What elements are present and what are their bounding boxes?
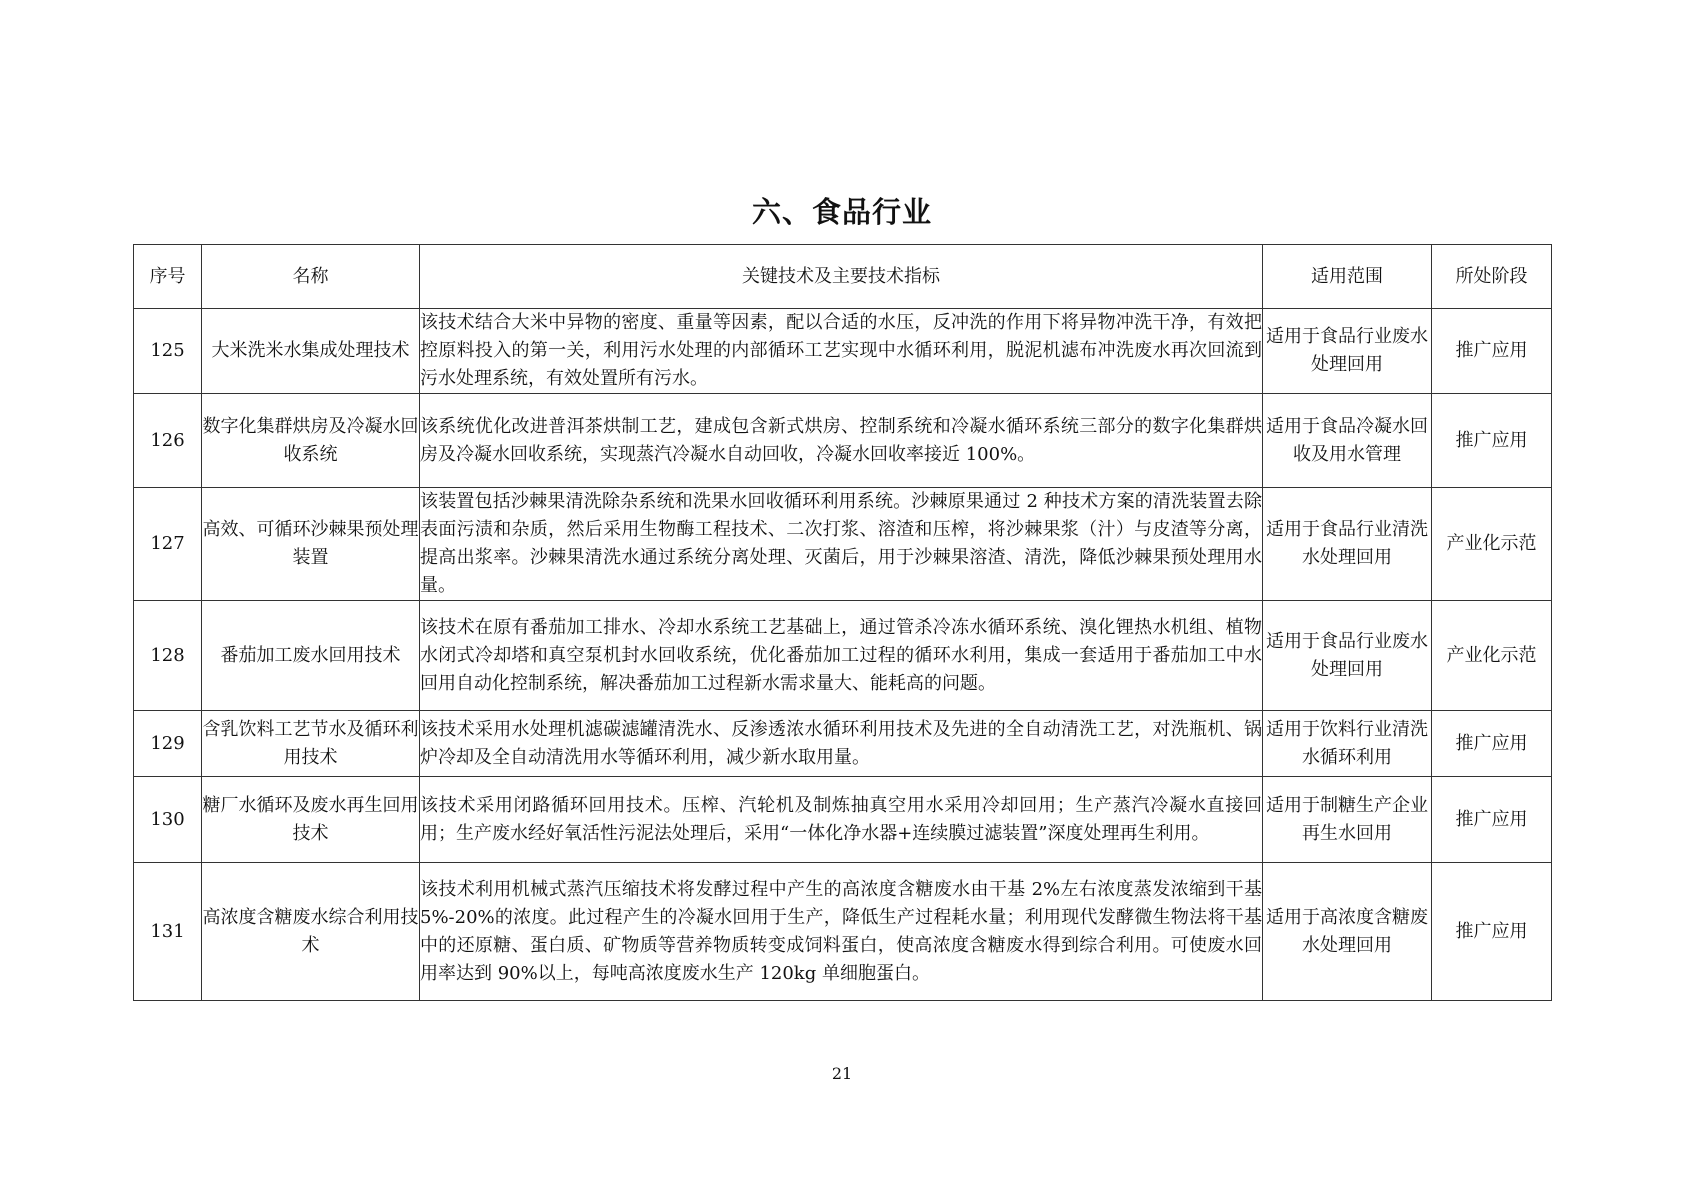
row-scope: 适用于制糖生产企业再生水回用 — [1263, 777, 1432, 863]
row-technology: 该技术采用水处理机滤碳滤罐清洗水、反渗透浓水循环利用技术及先进的全自动清洗工艺，对洗瓶机、锅炉冷却及全自动清洗用水等循环利用，减少新水取用量。 — [420, 711, 1263, 777]
row-stage: 推广应用 — [1432, 863, 1552, 1001]
row-technology: 该技术结合大米中异物的密度、重量等因素，配以合适的水压，反冲洗的作用下将异物冲洗干净，有效把控原料投入的第一关，利用污水处理的内部循环工艺实现中水循环利用，脱泥机滤布冲洗废水再次回流到污水处理系统，有效处置所有污水。 — [420, 309, 1263, 394]
column-header-scope: 适用范围 — [1263, 245, 1432, 309]
row-index: 126 — [134, 394, 202, 488]
row-scope: 适用于食品冷凝水回收及用水管理 — [1263, 394, 1432, 488]
row-stage: 推广应用 — [1432, 711, 1552, 777]
row-name: 番茄加工废水回用技术 — [202, 601, 420, 711]
page-number: 21 — [831, 1064, 853, 1083]
row-index: 129 — [134, 711, 202, 777]
row-stage: 产业化示范 — [1432, 488, 1552, 601]
table-header-row — [134, 245, 1552, 309]
row-scope: 适用于高浓度含糖废水处理回用 — [1263, 863, 1432, 1001]
row-stage: 产业化示范 — [1432, 601, 1552, 711]
row-name: 高效、可循环沙棘果预处理装置 — [202, 488, 420, 601]
row-technology: 该技术利用机械式蒸汽压缩技术将发酵过程中产生的高浓度含糖废水由干基 2%左右浓度蒸发浓缩到干基 5%-20%的浓度。此过程产生的冷凝水回用于生产，降低生产过程耗水量；利用现代发酵微生物法将干基中的还原糖、蛋白质、矿物质等营养物质转变成饲料蛋白，使高浓度含糖废水得到综合利用。可使废水回用率达到 90%以上，每吨高浓度废水生产 120kg 单细胞蛋白。 — [420, 863, 1263, 1001]
row-scope: 适用于食品行业废水处理回用 — [1263, 309, 1432, 394]
technology-table — [133, 244, 1552, 1001]
table-row — [134, 863, 1552, 1001]
column-header-stage: 所处阶段 — [1432, 245, 1552, 309]
column-header-technology: 关键技术及主要技术指标 — [420, 245, 1263, 309]
table-row — [134, 601, 1552, 711]
row-index: 131 — [134, 863, 202, 1001]
row-technology: 该技术采用闭路循环回用技术。压榨、汽轮机及制炼抽真空用水采用冷却回用；生产蒸汽冷凝水直接回用；生产废水经好氧活性污泥法处理后，采用“一体化净水器+连续膜过滤装置”深度处理再生利用。 — [420, 777, 1263, 863]
row-scope: 适用于食品行业清洗水处理回用 — [1263, 488, 1432, 601]
row-name: 糖厂水循环及废水再生回用技术 — [202, 777, 420, 863]
row-name: 高浓度含糖废水综合利用技术 — [202, 863, 420, 1001]
row-technology: 该技术在原有番茄加工排水、冷却水系统工艺基础上，通过管杀冷冻水循环系统、溴化锂热水机组、植物水闭式冷却塔和真空泵机封水回收系统，优化番茄加工过程的循环水利用，集成一套适用于番茄加工中水回用自动化控制系统，解决番茄加工过程新水需求量大、能耗高的问题。 — [420, 601, 1263, 711]
row-index: 125 — [134, 309, 202, 394]
table-row — [134, 777, 1552, 863]
table-row — [134, 309, 1552, 394]
row-index: 130 — [134, 777, 202, 863]
table-row — [134, 488, 1552, 601]
row-name: 含乳饮料工艺节水及循环利用技术 — [202, 711, 420, 777]
column-header-name: 名称 — [202, 245, 420, 309]
table-row — [134, 711, 1552, 777]
row-index: 127 — [134, 488, 202, 601]
row-name: 大米洗米水集成处理技术 — [202, 309, 420, 394]
row-index: 128 — [134, 601, 202, 711]
page-title: 六、食品行业 — [751, 195, 932, 229]
table-row — [134, 394, 1552, 488]
row-stage: 推广应用 — [1432, 777, 1552, 863]
row-name: 数字化集群烘房及冷凝水回收系统 — [202, 394, 420, 488]
row-scope: 适用于饮料行业清洗水循环利用 — [1263, 711, 1432, 777]
column-header-index: 序号 — [134, 245, 202, 309]
row-technology: 该装置包括沙棘果清洗除杂系统和洗果水回收循环利用系统。沙棘原果通过 2 种技术方案的清洗装置去除表面污渍和杂质，然后采用生物酶工程技术、二次打浆、溶渣和压榨，将沙棘果浆（汁）与皮渣等分离，提高出浆率。沙棘果清洗水通过系统分离处理、灭菌后，用于沙棘果溶渣、清洗，降低沙棘果预处理用水量。 — [420, 488, 1263, 601]
row-stage: 推广应用 — [1432, 309, 1552, 394]
row-technology: 该系统优化改进普洱茶烘制工艺，建成包含新式烘房、控制系统和冷凝水循环系统三部分的数字化集群烘房及冷凝水回收系统，实现蒸汽冷凝水自动回收，冷凝水回收率接近 100%。 — [420, 394, 1263, 488]
row-scope: 适用于食品行业废水处理回用 — [1263, 601, 1432, 711]
row-stage: 推广应用 — [1432, 394, 1552, 488]
